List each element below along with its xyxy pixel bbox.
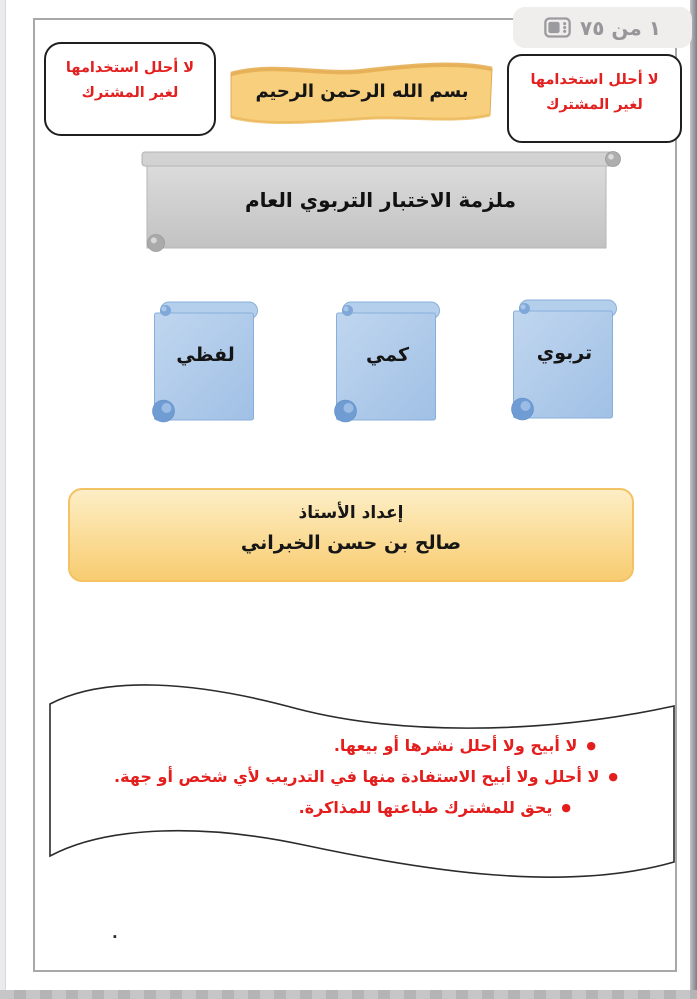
bullet-icon: ●	[561, 801, 571, 814]
copyright-notice-left	[44, 42, 216, 136]
copyright-notice-right-text: لا أحلل استخدامها لغير المشترك	[530, 72, 659, 114]
stray-dot: .	[112, 924, 118, 942]
reader-pages-icon	[544, 17, 571, 38]
section-scroll-tarbawi	[507, 296, 622, 426]
copyright-notice-right	[507, 54, 682, 143]
section-scroll-lafzi	[148, 298, 263, 428]
section-scroll-kammi	[330, 298, 445, 428]
app-right-edge	[690, 0, 697, 999]
term-item	[114, 792, 571, 823]
bullet-icon: ●	[608, 770, 618, 783]
bullet-icon: ●	[586, 739, 596, 752]
term-text: لا أحلل ولا أبيح الاستفادة منها في التدريب لأي شخص أو جهة.	[114, 767, 600, 786]
document-title: ملزمة الاختبار التربوي العام	[244, 188, 517, 212]
section-label: لفظي	[176, 344, 235, 366]
copyright-notice-left-text: لا أحلل استخدامها لغير المشترك	[65, 60, 195, 102]
section-label: تربوي	[536, 342, 593, 364]
author-box-heading: إعداد الأستاذ	[298, 503, 404, 523]
page-counter-label: ١ من ٧٥	[580, 15, 661, 40]
section-label: كمي	[365, 344, 409, 366]
term-text: لا أبيح ولا أحلل نشرها أو بيعها.	[333, 736, 578, 755]
app-left-edge	[0, 0, 6, 999]
author-name: صالح بن حسن الخبراني	[240, 532, 462, 554]
basmala-text: بسم الله الرحمن الرحيم	[255, 81, 469, 102]
terms-list	[114, 730, 643, 823]
author-box	[68, 488, 634, 582]
next-page-edge	[0, 990, 697, 999]
term-item	[114, 761, 618, 792]
term-item	[114, 730, 596, 761]
term-text: يحق للمشترك طباعتها للمذاكرة.	[298, 798, 553, 817]
page-counter-pill[interactable]	[513, 7, 692, 48]
